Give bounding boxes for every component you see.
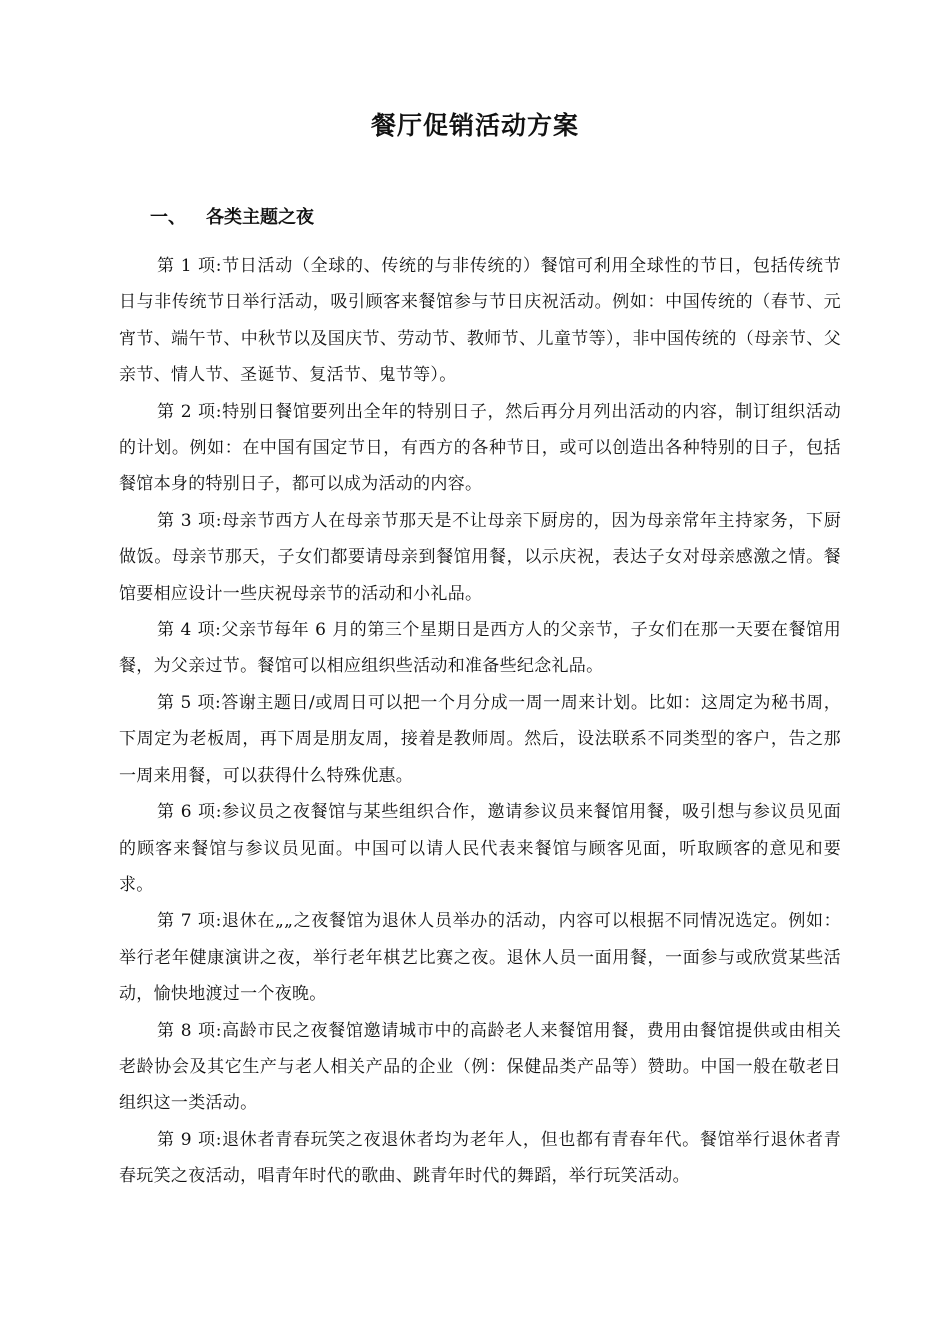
paragraph-item-6: 第 6 项:参议员之夜餐馆与某些组织合作，邀请参议员来餐馆用餐，吸引想与参议员见面的顾客来餐馆与参议员见面。中国可以请人民代表来餐馆与顾客见面，听取顾客的意见和要求。	[119, 802, 841, 895]
paragraph-item-4: 第 4 项:父亲节每年 6 月的第三个星期日是西方人的父亲节，子女们在那一天要在餐馆用餐，为父亲过节。餐馆可以相应组织些活动和准备些纪念礼品。	[119, 620, 841, 677]
section-heading-text: 各类主题之夜	[206, 207, 314, 228]
section-number: 一、	[150, 207, 186, 228]
paragraph-item-7: 第 7 项:退休在„„之夜餐馆为退休人员举办的活动，内容可以根据不同情况选定。例如：举行老年健康演讲之夜，举行老年棋艺比赛之夜。退休人员一面用餐，一面参与或欣赏某些活动，愉快地渡过一个夜晚。	[119, 911, 841, 1005]
paragraph-item-5: 第 5 项:答谢主题日/或周日可以把一个月分成一周一周来计划。比如：这周定为秘书周，下周定为老板周，再下周是朋友周，接着是教师周。然后，设法联系不同类型的客户，告之那一周来用餐，可以获得什么特殊优惠。	[119, 692, 841, 786]
paragraph-item-3: 第 3 项:母亲节西方人在母亲节那天是不让母亲下厨房的，因为母亲常年主持家务，下厨做饭。母亲节那天，子女们都要请母亲到餐馆用餐，以示庆祝，表达子女对母亲感激之情。餐馆要相应设计一些庆祝母亲节的活动和小礼品。	[119, 510, 841, 604]
page-title: 餐厅促销活动方案	[370, 111, 579, 140]
paragraph-item-9: 第 9 项:退休者青春玩笑之夜退休者均为老年人，但也都有青春年代。餐馆举行退休者青春玩笑之夜活动，唱青年时代的歌曲、跳青年时代的舞蹈，举行玩笑活动。	[119, 1129, 841, 1187]
document-body	[119, 248, 841, 1195]
section-heading	[150, 203, 314, 229]
paragraph-item-8: 第 8 项:高龄市民之夜餐馆邀请城市中的高龄老人来餐馆用餐，费用由餐馆提供或由相关老龄协会及其它生产与老人相关产品的企业（例：保健品类产品等）赞助。中国一般在敬老日组织这一类活动。	[119, 1020, 841, 1114]
paragraph-item-2: 第 2 项:特别日餐馆要列出全年的特别日子，然后再分月列出活动的内容，制订组织活动的计划。例如：在中国有国定节日，有西方的各种节日，或可以创造出各种特别的日子，包括餐馆本身的特别日子，都可以成为活动的内容。	[119, 401, 841, 495]
paragraph-item-1: 第 1 项:节日活动（全球的、传统的与非传统的）餐馆可利用全球性的节日，包括传统节日与非传统节日举行活动，吸引顾客来餐馆参与节日庆祝活动。例如：中国传统的（春节、元宵节、端午节、中秋节以及国庆节、劳动节、教师节、儿童节等），非中国传统的（母亲节、父亲节、情人节、圣诞节、复活节、鬼节等）。	[119, 256, 841, 386]
